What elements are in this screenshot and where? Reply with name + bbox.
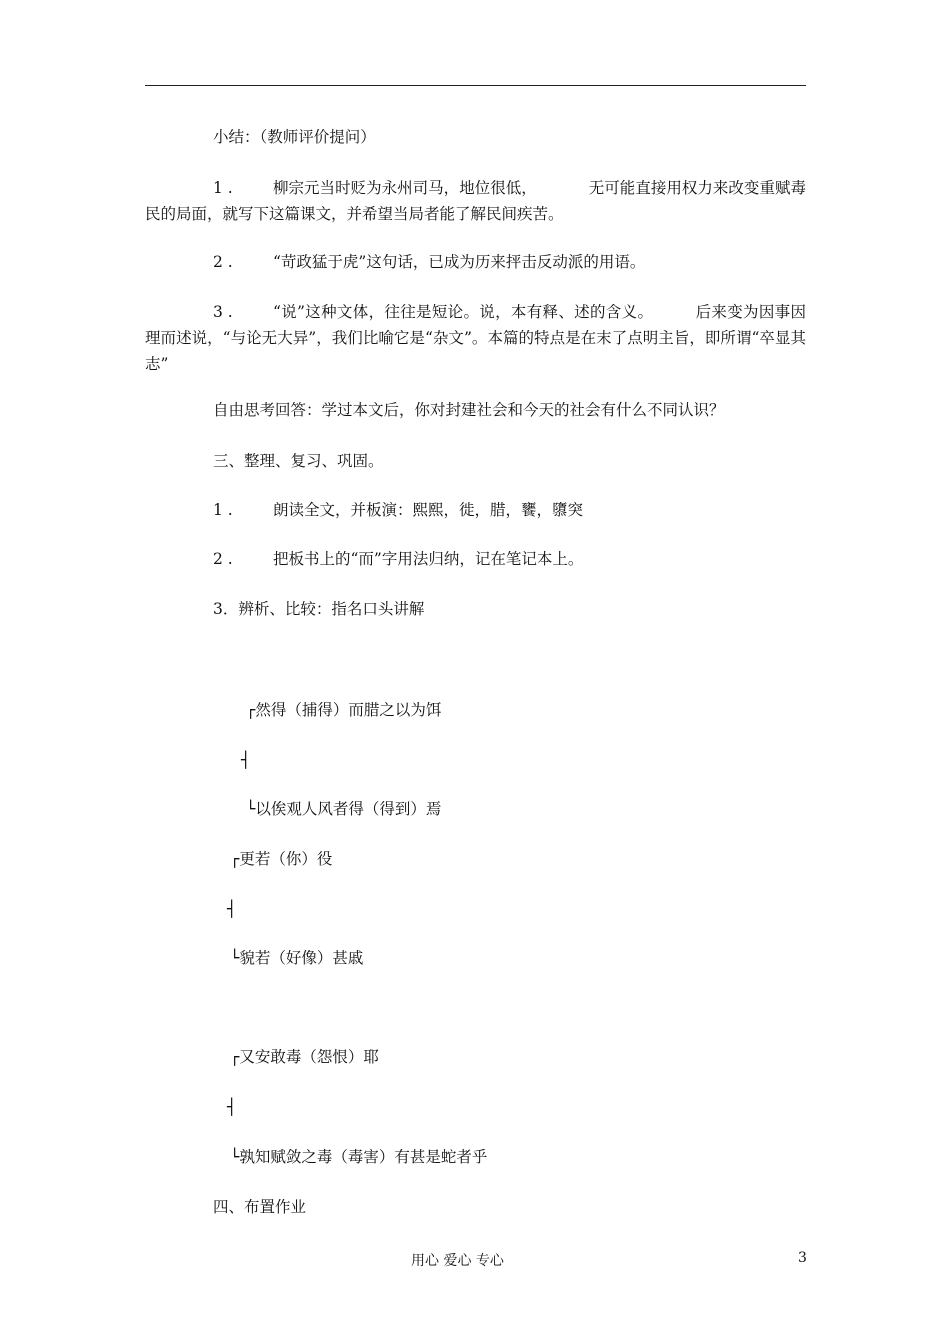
summary-item-1-number: 1 . <box>213 179 233 197</box>
section-3-item-2-text: 把板书上的“而”字用法归纳，记在笔记本上。 <box>273 550 584 568</box>
free-think-question: 自由思考回答：学过本文后，你对封建社会和今天的社会有什么不同认识？ <box>213 401 725 419</box>
section-3-item-1-number: 1 . <box>213 501 233 519</box>
summary-item-2 <box>145 249 806 275</box>
section-3-item-2-number: 2 . <box>213 550 233 568</box>
summary-item-3-number: 3 . <box>213 303 233 321</box>
section-3-item-2 <box>213 549 583 569</box>
compare-group-2-brace: ┤ <box>227 900 237 918</box>
page-number: 3 <box>798 1250 807 1266</box>
summary-item-2-text: “苛政猛于虎”这句话，已成为历来抨击反动派的用语。 <box>273 253 646 271</box>
compare-group-3-top: ┌又安敢毒（怨恨）耶 <box>230 1048 379 1066</box>
compare-group-2-top: ┌更若（你）役 <box>230 850 333 868</box>
summary-item-1-text-a: 柳宗元当时贬为永州司马，地位很低， <box>273 179 537 197</box>
compare-group-3-bottom: └孰知赋敛之毒（毒害）有甚是蛇者乎 <box>230 1148 488 1166</box>
header-rule <box>145 85 806 86</box>
compare-group-1-top: ┌然得（捕得）而腊之以为饵 <box>246 701 442 719</box>
compare-group-2-bottom: └貌若（好像）甚戚 <box>230 949 364 967</box>
summary-item-2-number: 2 . <box>213 253 233 271</box>
section-3-item-1 <box>213 500 583 520</box>
summary-title: 小结：（教师评价提问） <box>213 128 376 146</box>
compare-group-1-bottom: └以俟观人风者得（得到）焉 <box>246 800 442 818</box>
summary-item-1 <box>145 175 806 227</box>
summary-item-3-text-b: 后来变为因事因理而述说，“与论无大异”，我们比喻它是“杂文”。本篇的特点是在末了点明主旨，即所谓“卒显其志” <box>145 303 806 373</box>
compare-group-3-brace: ┤ <box>227 1098 237 1116</box>
section-4-title: 四、布置作业 <box>213 1198 307 1216</box>
summary-item-1-text-b: 无可能直接用权力来改变重赋毒民的局面，就写下这篇课文，并希望当局者能了解民间疾苦。 <box>145 179 806 223</box>
section-3-item-1-text: 朗读全文，并板演：熙熙，徙，腊，饔，隳突 <box>273 501 584 519</box>
footer-motto: 用心 爱心 专心 <box>411 1253 504 1269</box>
compare-group-1-brace: ┤ <box>241 751 251 769</box>
summary-item-3 <box>145 299 806 377</box>
summary-item-3-text-a: “说”这种文体，往往是短论。说，本有释、述的含义。 <box>273 303 654 321</box>
section-3-item-3: 3．辨析、比较：指名口头讲解 <box>213 600 425 618</box>
section-3-title: 三、整理、复习、巩固。 <box>213 452 384 470</box>
